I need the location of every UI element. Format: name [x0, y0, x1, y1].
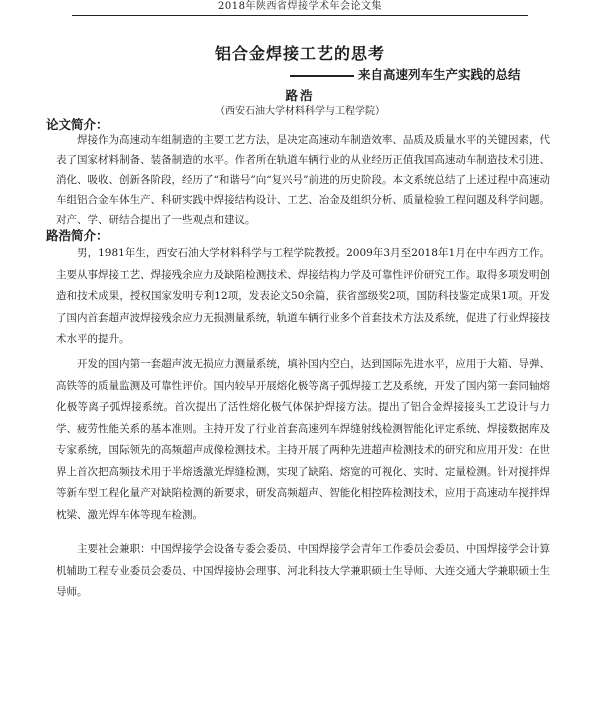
- author-affiliation: （西安石油大学材料科学与工程学院）: [215, 106, 385, 117]
- article-title: 铝合金焊接工艺的思考: [214, 44, 385, 63]
- bio-paragraph: [56, 243, 550, 351]
- abstract-paragraph: [56, 130, 550, 230]
- running-header: 2018年陕西省焊接学术年会论文集: [72, 0, 528, 16]
- abstract-text: 焊接作为高速动车组制造的主要工艺方法，是决定高速动车制造效率、品质及质量水平的关键因素，代表了国家材料制备、装备制造的水平。作者所在轨道车辆行业的从业经历正值我国高速动车制造技术引进、消化、吸收、创新各阶段，经历了“和谐号”向“复兴号”前进的历史阶段。本文系统总结了上述过程中高速动车组铝合金车体生产、科研实践中焊接结构设计、工艺、冶金及组织分析、质量检验工程问题及科学问题。对产、学、研结合提出了一些观点和建议。: [56, 134, 550, 226]
- bio-paragraph-text: 男，1981年生，西安石油大学材料科学与工程学院教授。2009年3月至2018年1月在中车西方工作。主要从事焊接工艺、焊接残余应力及缺陷检测技术、焊接结构力学及可靠性评价研究工作。取得多项发明创造和技术成果，授权国家发明专利12项，发表论文50余篇，获省部级奖2项，国防科技鉴定成果1项。开发了国内首套超声波焊接残余应力无损测量系统，轨道车辆行业多个首套技术方法及系统，促进了行业焊接技术水平的提升。: [56, 247, 550, 345]
- article-subtitle: [290, 65, 550, 83]
- bio-heading: 路浩简介：: [46, 228, 109, 243]
- author-name: 路浩: [285, 88, 315, 103]
- em-dash-rule: [290, 75, 354, 77]
- abstract-heading: 论文简介：: [46, 117, 109, 132]
- article-subtitle-text: 来自高速列车生产实践的总结: [358, 67, 521, 82]
- bio-paragraph-text: 开发的国内第一套超声波无损应力测量系统，填补国内空白，达到国际先进水平，应用于大箱、导弹、高铁等的质量监测及可靠性评价。国内较早开展熔化极等离子弧焊接工艺及系统，开发了国内第一套同轴熔化极等离子弧焊接系统。首次提出了活性熔化极气体保护焊接方法。提出了铝合金焊接接头工艺设计与力学、疲劳性能关系的基本准则。主持开发了行业首套高速列车焊缝射线检测智能化评定系统、焊接数据库及专家系统，国际领先的高频超声成像检测技术。主持开展了两种先进超声检测技术的研究和应用开发：在世界上首次把高频技术用于半熔透激光焊缝检测，实现了缺陷、熔宽的可视化、实时、定量检测。针对搅拌焊等新车型工程化量产对缺陷检测的新要求，研发高频超声、智能化相控阵检测技术，应用于高速动车搅拌焊枕梁、激光焊车体等现车检测。: [56, 358, 550, 521]
- bio-paragraph: [56, 539, 550, 604]
- bio-paragraph: [56, 354, 550, 526]
- bio-paragraph-text: 主要社会兼职：中国焊接学会设备专委会委员、中国焊接学会青年工作委员会委员、中国焊接学会计算机辅助工程专业委员会委员、中国焊接协会理事、河北科技大学兼职硕士生导师、大连交通大学兼职硕士生导师。: [56, 543, 550, 598]
